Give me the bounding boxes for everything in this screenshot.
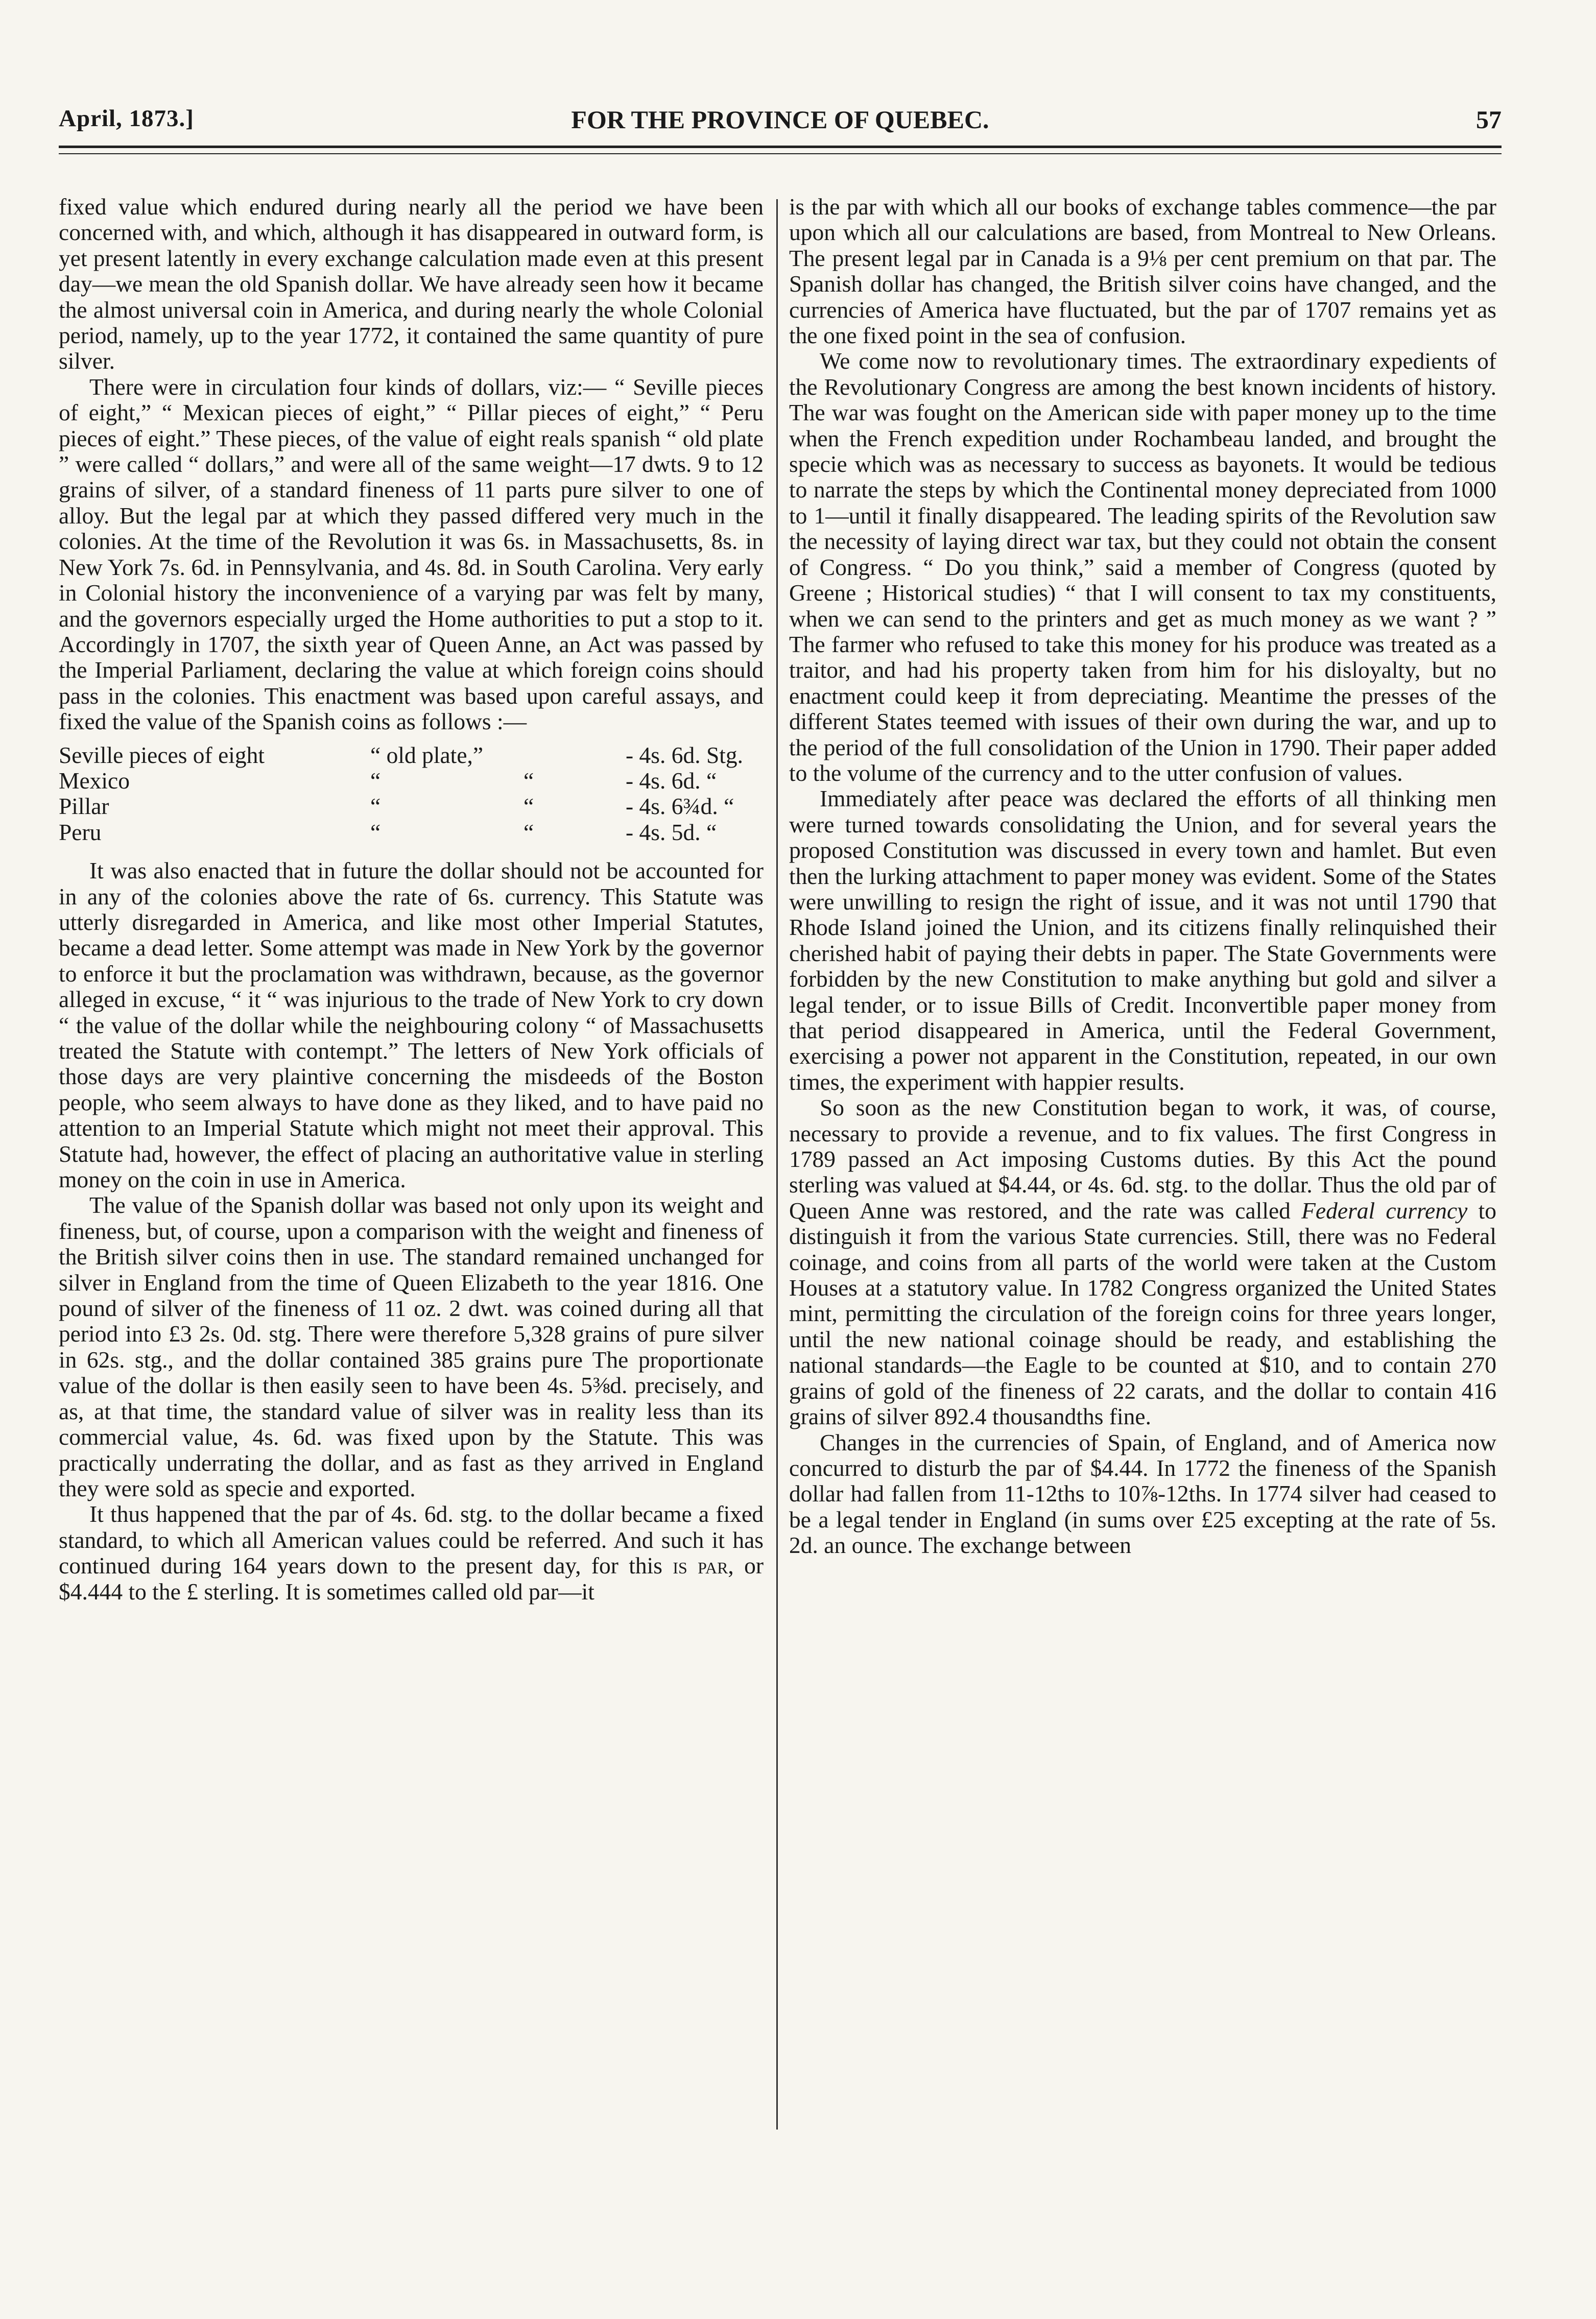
left-paragraph-5-text-b: , or $4.444 to the £ sterling. It is sometimes called old par—it — [59, 1552, 764, 1605]
header-rule-thin — [59, 153, 1502, 154]
coin-name: Mexico — [59, 767, 130, 794]
coin-ditto-1: “ — [370, 793, 381, 820]
right-paragraph-4 — [789, 1095, 1496, 1429]
right-paragraph-4-text-b: to distinguish it from the various State currencies. Still, there was no Federal coinage, and coins from all parts of the world were taken at the Custom Houses at a statutory value. In 1782 Congress organized the United States mint, permitting the circulation of the foreign coins for three years longer, until the new national coinage should be ready, and establishing the national standards—the Eagle to be counted at $10, and to contain 270 grains of gold of the fineness of 22 carats, and the dollar to contain 416 grains of silver 892.4 thousandths fine. — [789, 1197, 1496, 1430]
left-paragraph-4: The value of the Spanish dollar was based not only upon its weight and fineness, but, of course, upon a comparison with the weight and fineness of the British silver coins then in use. The standard remained unchanged for silver in England from the time of Queen Elizabeth to the year 1816. One pound of silver of the fineness of 11 oz. 2 dwt. was coined during all that period into £3 2s. 0d. stg. There were therefore 5,328 grains of pure silver in 62s. stg., and the dollar contained 385 grains pure The proportionate value of the dollar is then easily seen to have been 4s. 5⅜d. precisely, and as, at that time, the standard value of silver was in reality less than its commercial value, 4s. 6d. was fixed upon by the Statute. This was practically underrating the dollar, and as fast as they arrived in England they were sold as specie and exported. — [59, 1192, 764, 1501]
coin-value: - 4s. 5d. “ — [626, 819, 717, 845]
header-title: FOR THE PROVINCE OF QUEBEC. — [571, 105, 989, 134]
coin-name: Pillar — [59, 793, 109, 820]
coin-ditto-2: “ — [523, 767, 534, 794]
coin-value: - 4s. 6d. “ — [626, 767, 717, 794]
page-number: 57 — [1476, 105, 1502, 134]
right-column — [789, 194, 1496, 1559]
coin-ditto-1: “ old plate,” — [370, 742, 484, 768]
left-paragraph-5-text-a: It thus happened that the par of 4s. 6d. stg. to the dollar became a fixed standard, to which all American values could be referred. And such it has continued during 164 years down to the present day, for this — [59, 1501, 764, 1579]
coin-ditto-2 — [523, 743, 626, 768]
left-paragraph-1: fixed value which endured during nearly all the period we have been concerned with, and which, although it has disappeared in outward form, is yet present latently in every exchange calculation made even at this present day—we mean the old Spanish dollar. We have already seen how it became the almost universal coin in America, and during nearly the whole Colonial period, namely, up to the year 1772, it contained the same quantity of pure silver. — [59, 194, 764, 374]
coin-ditto-1: “ — [370, 819, 381, 845]
coin-table-row — [59, 743, 764, 768]
coin-value: - 4s. 6¾d. “ — [626, 793, 734, 820]
right-paragraph-4-italic: Federal currency — [1301, 1197, 1468, 1224]
coin-name: Peru — [59, 819, 102, 845]
header-date: April, 1873.] — [59, 105, 194, 132]
right-paragraph-1: is the par with which all our books of exchange tables commence—the par upon which all our calculations are based, from Montreal to New Orleans. The present legal par in Canada is a 9⅛ per cent premium on that par. The Spanish dollar has changed, the British silver coins have changed, and the currencies of America have fluctuated, but the par of 1707 remains yet as the one fixed point in the sea of confusion. — [789, 194, 1496, 349]
coin-name: Seville pieces of eight — [59, 742, 265, 768]
left-column — [59, 194, 764, 1605]
coin-table-row — [59, 794, 764, 819]
left-paragraph-5-smallcaps: is par — [673, 1552, 728, 1579]
coin-value-table — [59, 743, 764, 846]
right-paragraph-2: We come now to revolutionary times. The extraordinary expedients of the Revolutionary Congress are among the best known incidents of history. The war was fought on the American side with paper money up to the time when the French expedition under Rochambeau landed, and brought the specie which was as necessary to success as bayonets. It would be tedious to narrate the steps by which the Continental money depreciated from 1000 to 1—until it finally disappeared. The leading spirits of the Revolution saw the necessity of laying direct war tax, but they could not obtain the consent of Congress. “ Do you think,” said a member of Congress (quoted by Greene ; Historical studies) “ that I will consent to tax my constituents, when we can send to the printers and get as much money as we want ? ” The farmer who refused to take this money for his produce was treated as a traitor, and had his property taken from him for his disloyalty, but no enactment could keep it from depreciating. Meantime the presses of the different States teemed with issues of their own during the war, and up to the period of the full consolidation of the Union in 1790. Their paper added to the volume of the currency and to the utter confusion of values. — [789, 348, 1496, 786]
coin-table-row — [59, 768, 764, 794]
left-paragraph-2: There were in circulation four kinds of dollars, viz:— “ Seville pieces of eight,” “ Mexican pieces of eight,” “ Pillar pieces of eight,” “ Peru pieces of eight.” These pieces, of the value of eight reals spanish “ old plate ” were called “ dollars,” and were all of the same weight—17 dwts. 9 to 12 grains of silver, of a standard fineness of 11 parts pure silver to one of alloy. But the legal par at which they passed differed very much in the colonies. At the time of the Revolution it was 6s. in Massachusetts, 8s. in New York 7s. 6d. in Pennsylvania, and 4s. 8d. in South Carolina. Very early in Colonial history the inconvenience of a varying par was felt by many, and the governors especially urged the Home authorities to put a stop to it. Accordingly in 1707, the sixth year of Queen Anne, an Act was passed by the Imperial Parliament, declaring the value at which foreign coins should pass in the colonies. This enactment was based upon careful assays, and fixed the value of the Spanish coins as follows :— — [59, 373, 764, 735]
running-header — [59, 105, 1502, 140]
coin-table-row — [59, 820, 764, 845]
right-paragraph-5: Changes in the currencies of Spain, of England, and of America now concurred to disturb the par of $4.44. In 1772 the fineness of the Spanish dollar had fallen from 11-12ths to 10⅞-12ths. In 1774 silver had ceased to be a legal tender in England (in sums over £25 excepting at the rate of 5s. 2d. an ounce. The exchange between — [789, 1429, 1496, 1559]
coin-ditto-2: “ — [523, 793, 534, 820]
coin-value: - 4s. 6d. Stg. — [626, 742, 744, 768]
coin-ditto-1: “ — [370, 767, 381, 794]
column-divider — [776, 199, 778, 2130]
right-paragraph-3: Immediately after peace was declared the efforts of all thinking men were turned towards consolidating the Union, and for several years the proposed Constitution was discussed in every town and hamlet. But even then the lurking attachment to paper money was evident. Some of the States were unwilling to resign the right of issue, and it was not until 1790 that Rhode Island joined the Union, and its citizens finally relinquished their cherished habit of paying their debts in paper. The State Governments were forbidden by the new Constitution to make anything but gold and silver a legal tender, or to issue Bills of Credit. Inconvertible paper money from that period disappeared in America, until the Federal Government, exercising a power not apparent in the Constitution, repeated, in our own times, the experiment with happier results. — [789, 785, 1496, 1095]
coin-ditto-2: “ — [523, 819, 534, 845]
right-paragraph-4-text-a: So soon as the new Constitution began to work, it was, of course, necessary to provide a revenue, and to fix values. The first Congress in 1789 passed an Act imposing Customs duties. By this Act the pound sterling was valued at $4.44, or 4s. 6d. stg. to the dollar. Thus the old par of Queen Anne was restored, and the rate was called — [789, 1094, 1496, 1224]
left-paragraph-3: It was also enacted that in future the dollar should not be accounted for in any of the colonies above the rate of 6s. currency. This Statute was utterly disregarded in America, and like most other Imperial Statutes, became a dead letter. Some attempt was made in New York by the governor to enforce it but the proclamation was withdrawn, because, as the governor alleged in excuse, “ it “ was injurious to the trade of New York to cry down “ the value of the dollar while the neighbouring colony “ of Massachusetts treated the Statute with contempt.” The letters of New York officials of those days are very plaintive concerning the misdeeds of the Boston people, who seem always to have done as they liked, and to have paid no attention to an Imperial Statute which might not meet their approval. This Statute had, however, the effect of placing an authoritative value in sterling money on the coin in use in America. — [59, 857, 764, 1193]
header-rule-thick — [59, 146, 1502, 148]
left-paragraph-5 — [59, 1501, 764, 1605]
